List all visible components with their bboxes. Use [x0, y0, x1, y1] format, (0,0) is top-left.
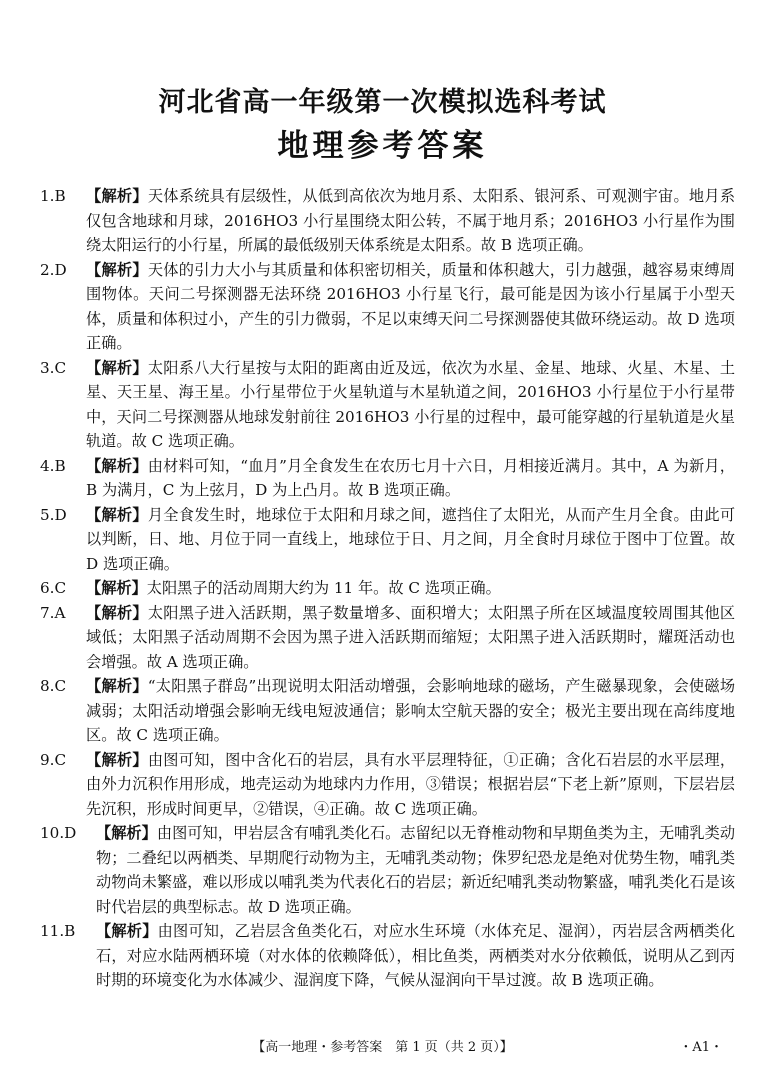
answer-text: 太阳黑子进入活跃期，黑子数量增多、面积增大；太阳黑子所在区域温度较周围其他区域低；太阳黑子活动周期不会因为黑子进入活跃期而缩短；太阳黑子进入活跃期时，耀斑活动也会增强。故 A 选项正确。 — [86, 603, 736, 671]
analysis-tag: 【解析】 — [96, 922, 158, 940]
answer-number: 8.C — [40, 677, 67, 695]
answer-number: 10.D — [40, 824, 77, 842]
page-code: ・A1・ — [679, 1040, 723, 1055]
answer-number: 3.C — [40, 358, 67, 377]
answer-text: 天体系统具有层级性，从低到高依次为地月系、太阳系、银河系、可观测宇宙。地月系仅包含地球和月球，2016HO3 小行星围绕太阳公转，不属于地月系；2016HO3 小行星作为围绕太阳运行的小行星，所属的最低级别天体系统是太阳系。故 B 选项正确。 — [86, 187, 736, 254]
answer-number: 9.C — [40, 750, 67, 769]
page-footer: 【高一地理・参考答案 第 1 页（共 2 页）】 — [252, 1040, 513, 1055]
answer-text: 由材料可知，“血月”月全食发生在农历七月十六日，月相接近满月。其中，A 为新月，B 为满月，C 为上弦月，D 为上凸月。故 B 选项正确。 — [86, 456, 735, 499]
answer-item — [40, 919, 735, 993]
analysis-tag: 【解析】 — [86, 579, 147, 597]
answer-list — [40, 184, 735, 993]
answer-number: 7.A — [40, 603, 66, 622]
analysis-tag: 【解析】 — [86, 603, 148, 622]
answer-text: 由图可知，乙岩层含鱼类化石，对应水生环境（水体充足、湿润），丙岩层含两栖类化石，对应水陆两栖环境（对水体的依赖降低），相比鱼类，两栖类对水分依赖低，说明从乙到丙时期的环境变化为水体减少、湿润度下降，气候从湿润向干旱过渡。故 B 选项正确。 — [96, 922, 736, 989]
answer-text: 太阳黑子的活动周期大约为 11 年。故 C 选项正确。 — [146, 579, 501, 597]
document-title: 河北省高一年级第一次模拟选科考试 — [158, 87, 607, 118]
analysis-tag: 【解析】 — [86, 358, 148, 377]
analysis-tag: 【解析】 — [86, 677, 148, 695]
analysis-tag: 【解析】 — [96, 824, 157, 842]
document-subtitle: 地理参考答案 — [277, 128, 488, 164]
answer-item — [40, 454, 735, 503]
answer-number: 6.C — [40, 579, 67, 597]
answer-text: “太阳黑子群岛”出现说明太阳活动增强，会影响地球的磁场，产生磁暴现象，会使磁场减弱；太阳活动增强会影响无线电短波通信；影响太空航天器的安全；极光主要出现在高纬度地区。故 C 选项正确。 — [86, 677, 736, 744]
analysis-tag: 【解析】 — [86, 456, 148, 475]
answer-item — [40, 601, 735, 675]
analysis-tag: 【解析】 — [86, 750, 148, 769]
answer-number: 1.B — [40, 187, 66, 205]
answer-number: 2.D — [40, 260, 67, 279]
answer-text: 由图可知，甲岩层含有哺乳类化石。志留纪以无脊椎动物和早期鱼类为主，无哺乳类动物；二叠纪以两栖类、早期爬行动物为主，无哺乳类动物；侏罗纪恐龙是绝对优势生物，哺乳类动物尚未繁盛，难以形成以哺乳类为代表化石的岩层；新近纪哺乳类动物繁盛，哺乳类化石是该时代岩层的典型标志。故 D 选项正确。 — [96, 824, 736, 916]
answer-item — [40, 748, 735, 822]
answer-item — [40, 821, 735, 919]
answer-text: 月全食发生时，地球位于太阳和月球之间，遮挡住了太阳光，从而产生月全食。由此可以判断，日、地、月位于同一直线上，地球位于日、月之间，月全食时月球位于图中丁位置。故 D 选项正确。 — [86, 505, 736, 573]
answer-item — [40, 356, 735, 454]
answer-item — [40, 258, 735, 356]
analysis-tag: 【解析】 — [86, 187, 148, 205]
answer-number: 5.D — [40, 505, 67, 524]
answer-number: 4.B — [40, 456, 66, 475]
answer-item — [40, 184, 735, 258]
answer-text: 太阳系八大行星按与太阳的距离由近及远，依次为水星、金星、地球、火星、木星、土星、天王星、海王星。小行星带位于火星轨道与木星轨道之间，2016HO3 小行星位于小行星带中，天问二号探测器从地球发射前往 2016HO3 小行星的过程中，最可能穿越的行星轨道是火星轨道。故 C 选项正确。 — [86, 358, 736, 450]
analysis-tag: 【解析】 — [86, 505, 148, 524]
analysis-tag: 【解析】 — [86, 260, 148, 279]
answer-text: 天体的引力大小与其质量和体积密切相关，质量和体积越大，引力越强，越容易束缚周围物体。天问二号探测器无法环绕 2016HO3 小行星飞行，最可能是因为该小行星属于小型天体，质量和体积过小，产生的引力微弱，不足以束缚天问二号探测器使其做环绕运动。故 D 选项正确。 — [86, 260, 736, 352]
answer-item — [40, 674, 735, 748]
answer-item — [40, 576, 735, 601]
answer-number: 11.B — [40, 922, 76, 940]
answer-item — [40, 503, 735, 577]
answer-text: 由图可知，图中含化石的岩层，具有水平层理特征，①正确；含化石岩层的水平层理，由外力沉积作用形成，地壳运动为地球内力作用，③错误；根据岩层“下老上新”原则，下层岩层先沉积，形成时间更早，②错误，④正确。故 C 选项正确。 — [86, 750, 736, 818]
